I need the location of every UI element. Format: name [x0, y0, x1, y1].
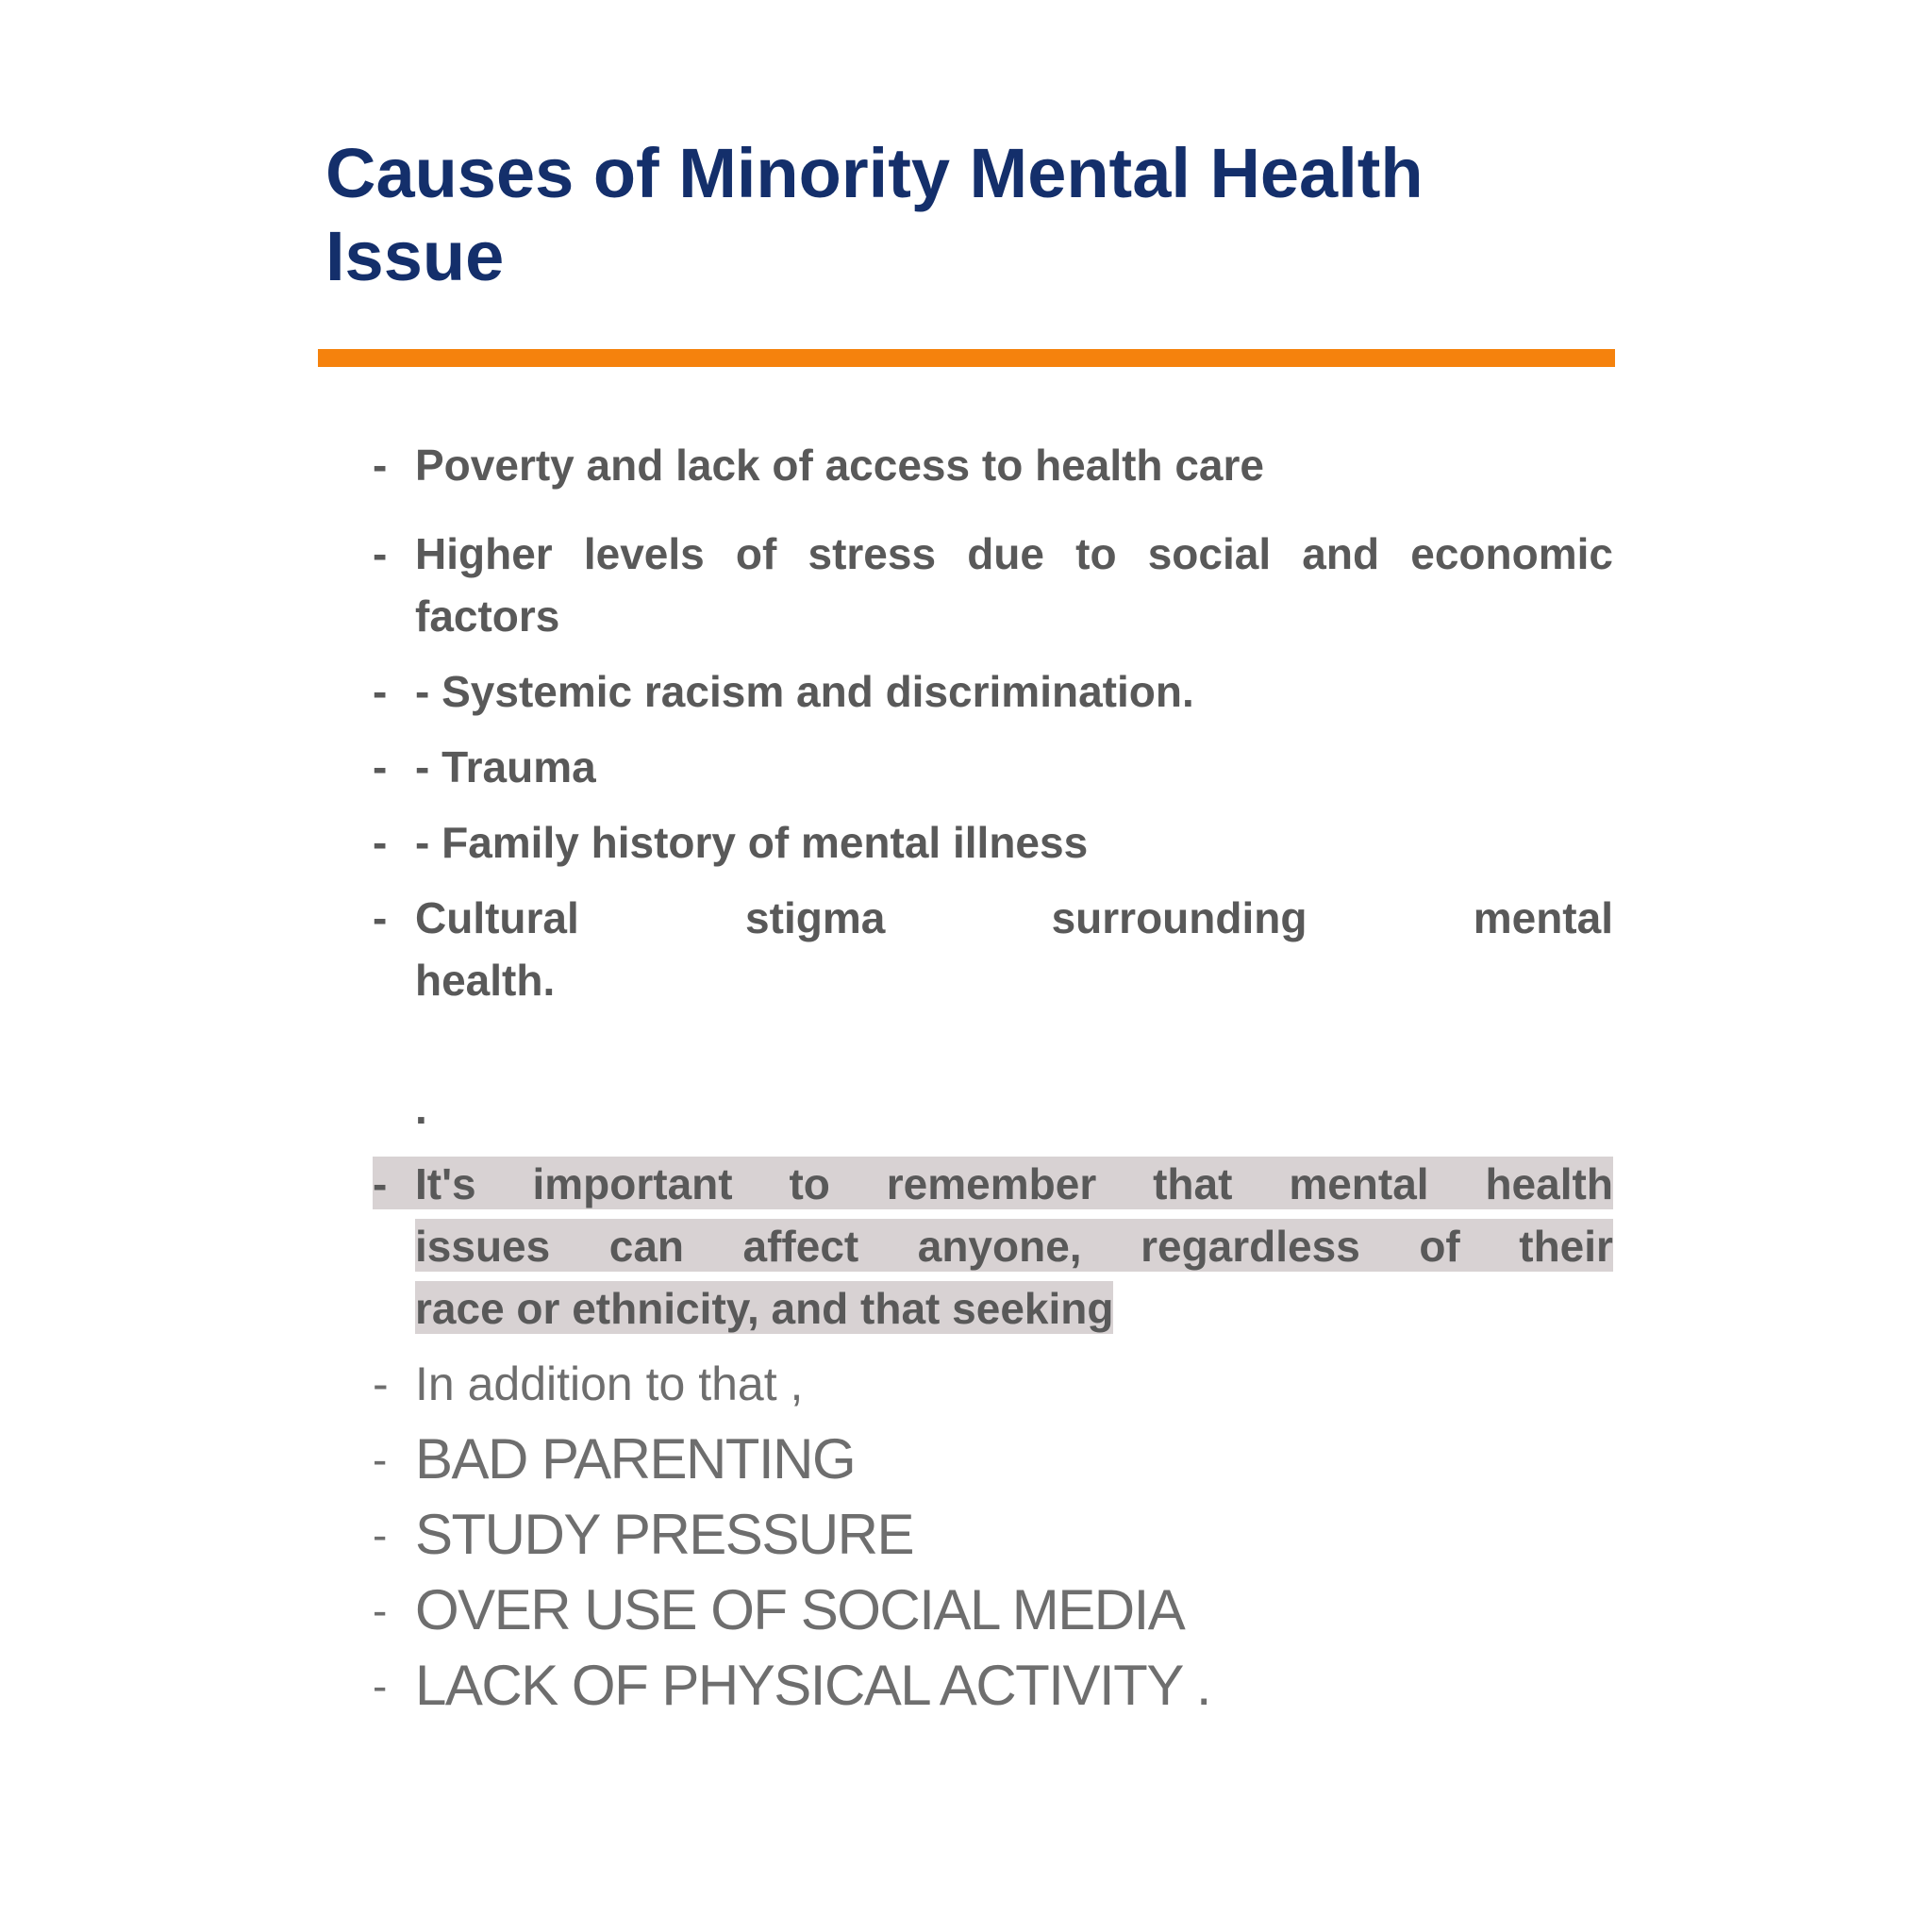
list-item-text: OVER USE OF SOCIAL MEDIA	[415, 1578, 1185, 1641]
bullet-dash: -	[373, 529, 388, 578]
bullet-dash: -	[373, 1586, 388, 1635]
highlighted-text-line: issues can affect anyone, regardless of their	[415, 1215, 1613, 1277]
list-item-family-history	[373, 811, 1613, 874]
list-item-period	[373, 1077, 1613, 1140]
bullet-dash: -	[373, 1357, 389, 1410]
slide-title	[325, 132, 1646, 298]
bullet-dash: -	[373, 742, 388, 791]
bullet-dash: -	[373, 893, 388, 942]
list-item-study-pressure	[373, 1504, 1613, 1566]
list-item-physical-activity	[373, 1655, 1613, 1717]
list-item-text: - Systemic racism and discrimination.	[415, 667, 1194, 716]
bullet-dash: -	[373, 1661, 388, 1710]
bullet-dash: -	[373, 1435, 388, 1484]
list-item-poverty	[373, 434, 1613, 496]
bullet-dash: -	[373, 441, 388, 490]
list-item-bad-parenting	[373, 1428, 1613, 1491]
bullet-list	[373, 434, 1613, 1730]
slide-title-line-1: Causes of Minority Mental Health	[325, 134, 1424, 212]
bullet-dash: -	[373, 1153, 415, 1215]
list-item-social-media	[373, 1579, 1613, 1641]
list-item-cultural-stigma	[373, 887, 1613, 1011]
list-item-text: - Trauma	[415, 742, 596, 791]
highlighted-text-line: race or ethnicity, and that seeking	[415, 1277, 1113, 1340]
list-item-text: - Family history of mental illness	[415, 818, 1089, 867]
list-item-highlighted-note	[373, 1153, 1613, 1340]
bullet-dash: -	[373, 667, 388, 716]
list-item-text: .	[415, 1084, 427, 1133]
list-item-text: factors	[415, 591, 560, 641]
list-item-text: BAD PARENTING	[415, 1427, 856, 1491]
slide-title-line-2: Issue	[325, 217, 505, 295]
list-item-text: In addition to that ,	[415, 1357, 804, 1410]
accent-divider	[318, 349, 1615, 367]
list-item-text: Cultural stigma surrounding mental	[415, 893, 1613, 942]
list-item-text: STUDY PRESSURE	[415, 1503, 914, 1566]
list-item-text: LACK OF PHYSICAL ACTIVITY .	[415, 1654, 1211, 1717]
bullet-dash: -	[373, 818, 388, 867]
list-item-racism	[373, 660, 1613, 723]
highlighted-text-line: It's important to remember that mental health	[415, 1153, 1613, 1215]
list-item-in-addition	[373, 1353, 1613, 1415]
list-item-text: Poverty and lack of access to health care	[415, 441, 1264, 490]
list-item-text: health.	[415, 956, 556, 1005]
list-item-text: Higher levels of stress due to social and economic	[415, 529, 1613, 578]
list-item-stress	[373, 523, 1613, 647]
list-item-trauma	[373, 736, 1613, 798]
bullet-dash: -	[373, 1510, 388, 1559]
